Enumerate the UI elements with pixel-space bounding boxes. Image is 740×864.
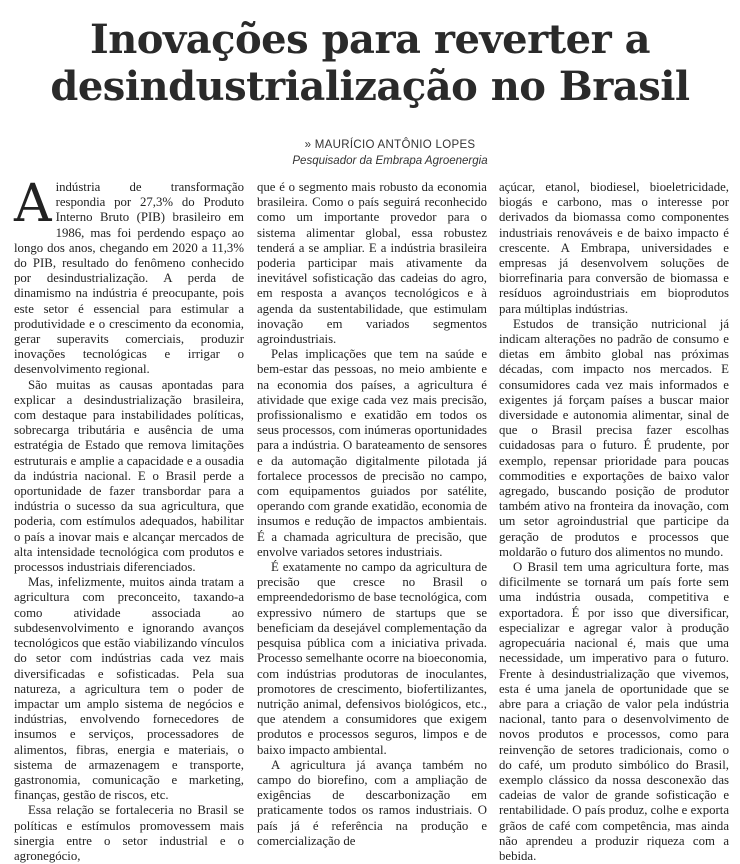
article-title: Inovações para reverter a desindustrialização no Brasil [50, 16, 690, 110]
byline [180, 137, 600, 169]
paragraph: Essa relação se fortaleceria no Brasil se políticas e estímulos promovessem mais sinergia entre o setor industrial e o agronegócio, [14, 803, 244, 863]
paragraph: O Brasil tem uma agricultura forte, mas dificilmente se tornará um país forte sem uma indústria ousada, competitiva e exportadora. É por isso que diversificar, especializar e agregar valor à produção agropecuária nacional é, mais que uma necessidade, um imperativo para o futuro. Frente à desindustrialização que vivemos, esta é uma janela de oportunidade que se abre para a criação de valor pela indústria nacional, tanto para o desenvolvimento de novos produtos e processos, como para reinvenção de setores tradicionais, como o do café, um produto simbólico do Brasil, exemplo clássico da nossa desconexão das cadeias de valor de grande sofisticação e rentabilidade. O país produz, colhe e exporta grãos de café com competência, mas ainda não aprendeu a produzir riqueza com a bebida. [499, 560, 729, 863]
paragraph: A agricultura já avança também no campo do biorefino, com a ampliação de exigências de descarbonização em praticamente todos os ramos industriais. O país já é referência na produção e comercialização de [257, 757, 487, 848]
paragraph: Mas, infelizmente, muitos ainda tratam a agricultura com preconceito, taxando-a como atividade associada ao subdesenvolvimento e ignorando avanços tecnológicos que estão viabilizando vínculos do setor com indústrias cada vez mais diversificadas e sofisticadas. Pela sua natureza, a agricultura tem o poder de impactar um amplo sistema de negócios e indústrias, envolvendo fornecedores de insumos e serviços, processadores de alimentos, fibras, energia e materiais, o sistema de armazenagem e transporte, gastronomia, comunicação e marketing, finanças, gestão de riscos, etc. [14, 575, 244, 803]
paragraph: Estudos de transição nutricional já indicam alterações no padrão de consumo e dietas em âmbito global nas próximas décadas, com impacto nos mercados. E consumidores cada vez mais informados e exigentes já forçam países a buscar maior diversidade e autonomia alimentar, sinal de que o Brasil precisa fazer escolhas cuidadosas para o futuro. É prudente, por exemplo, repensar prioridade para poucas commodities e exportações de baixo valor agregado, buscando posição de produtor também ativo na fronteira da inovação, com um setor agroindustrial que participe da geração de produtos e processos que moldarão o futuro dos alimentos no mundo. [499, 316, 729, 559]
drop-cap: A [14, 174, 52, 234]
paragraph: indústria de transformação respondia por 27,3% do Produto Interno Bruto (PIB) brasileiro em 1986, mas foi perdendo espaço ao longo dos anos, chegando em 2020 a 11,3% do PIB, resultado do fenômeno conhecido por desindustrialização. A perda de dinamismo na indústria é preocupante, pois este setor é essencial para estimular a produtividade e o crescimento da economia, gerar superavits comerciais, produzir inovações tecnológicas e irrigar o desenvolvimento regional. [14, 180, 244, 377]
column-1 [14, 174, 244, 863]
author-name: » MAURÍCIO ANTÔNIO LOPES [304, 139, 476, 151]
column-2 [257, 180, 487, 848]
paragraph: São muitas as causas apontadas para explicar a desindustrialização brasileira, com destaque para instabilidades políticas, sobrecarga tributária e ausência de uma estratégia de Estado que remova limitações estruturais e amplie a capacidade e a ousadia da indústria nacional. E o Brasil perde a oportunidade de fazer transbordar para a indústria o sucesso da sua agricultura, que poderia, com estímulos adequados, habilitar o país a inovar mais e alcançar mercados de alta intensidade tecnológica com produtos e processos industriais diferenciados. [14, 377, 244, 575]
paragraph: açúcar, etanol, biodiesel, bioeletricidade, biogás e carbono, mas o interesse por derivados da biomassa como componentes industriais renováveis e de baixo impacto é crescente. A Embrapa, universidades e empresas já desenvolvem soluções de biorrefinaria para conversão de biomassa e resíduos agroindustriais em bioprodutos para múltiplas indústrias. [499, 180, 729, 316]
paragraph: É exatamente no campo da agricultura de precisão que cresce no Brasil o empreendedorismo de base tecnológica, com expressivo número de startups que se beneficiam da desejável complementação da pesquisa pública com a iniciativa privada. Processo semelhante ocorre na bioeconomia, com indústrias produtoras de inoculantes, promotores de crescimento, biofertilizantes, nutrição animal, defensivos biológicos, etc., que atendem a consumidores que exigem produtos e processos seguros, limpos e de baixo impacto ambiental. [257, 560, 487, 757]
author-role: Pesquisador da Embrapa Agroenergia [292, 155, 488, 167]
paragraph: que é o segmento mais robusto da economia brasileira. Como o país seguirá reconhecido como um importante provedor para o sistema alimentar global, essa robustez tenderá a se ampliar. E a indústria brasileira poderia participar mais ativamente da inevitável sofisticação das cadeias do agro, em resposta a avanços tecnológicos e à agenda da sustentabilidade, que estimulam inovação em variados segmentos agroindustriais. [257, 180, 487, 347]
column-3 [499, 180, 729, 863]
paragraph: Pelas implicações que tem na saúde e bem-estar das pessoas, no meio ambiente e na economia dos países, a agricultura é atividade que exige cada vez mais precisão, profissionalismo e exatidão em todos os seus processos, com inúmeras oportunidades para a indústria. O barateamento de sensores e da automação digitalmente pilotada já fortalece processos de precisão no campo, com equipamentos guiados por satélite, operando com grande exatidão, economia de insumos e redução de impactos ambientais. É a chamada agricultura de precisão, que envolve variados setores industriais. [257, 347, 487, 559]
